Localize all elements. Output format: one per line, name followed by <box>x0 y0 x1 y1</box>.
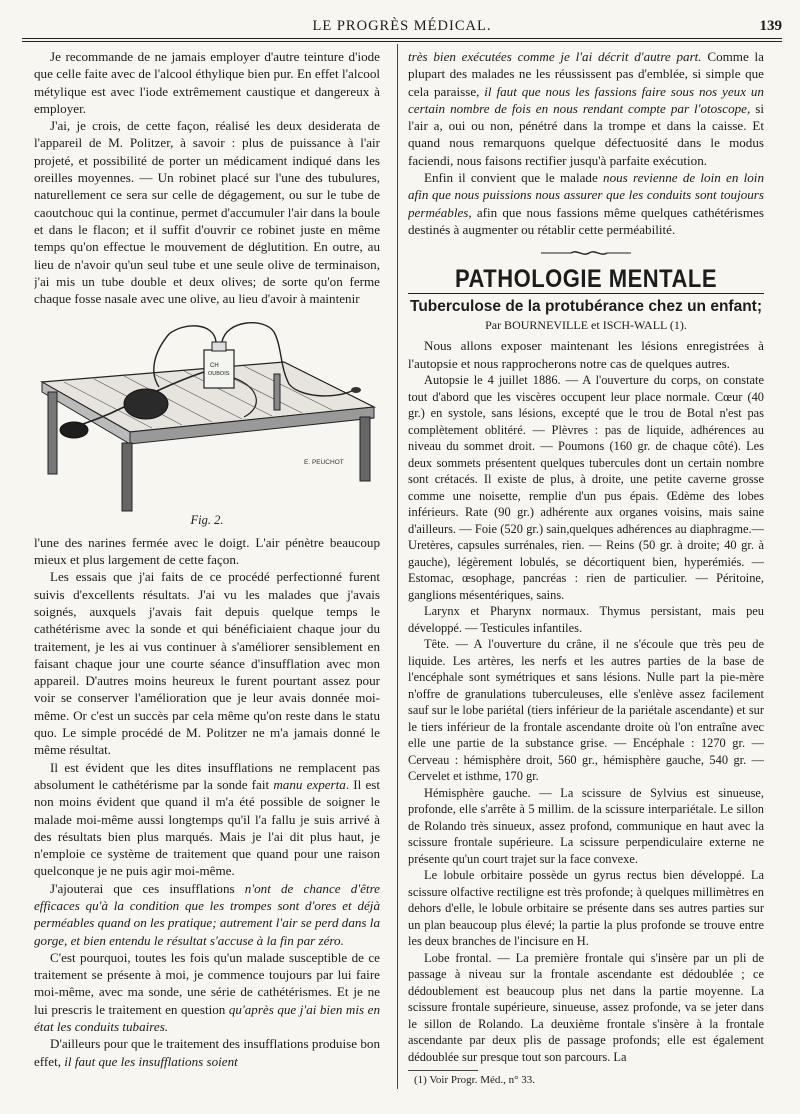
figure-politzer-apparatus <box>34 312 380 529</box>
left-column <box>34 48 380 1088</box>
section-rule <box>408 293 764 294</box>
paragraph: Hémisphère gauche. — La scissure de Sylvius est sinueuse, profonde, elle s'arrête à 5 millim. de la scissure interpariétale. Le sillon de Rolando très sinueux, assez profond, communique en haut avec la scissure frontale supérieure. La scissure perpendiculaire externe ne présente qu'un court trajet sur la face convexe. <box>408 785 764 866</box>
figure-caption: Fig. 2. <box>190 513 224 528</box>
article-title: Tuberculose de la protubérance chez un enfant; <box>410 297 762 315</box>
paragraph: Enfin il convient que le malade nous revienne de loin en loin afin que nous puissions nous assurer que les conduits sont toujours perméables, afin que nous fassions même quelques cathétérismes destinés à augmenter ou rétablir cette perméabilité. <box>408 170 764 237</box>
bottle-label-line1: CH <box>210 363 219 370</box>
paragraph: J'ai, je crois, de cette façon, réalisé les deux desiderata de l'appareil de M. Politzer, à savoir : plus de puissance à l'air projeté, et possibilité de porter un médicament indiqué dans les oreilles moyennes. — Un robinet placé sur l'une des tubulures, naturellement ce sera sur celle de dégagement, ou sur le tube de caoutchouc qui la continue, permet d'accumuler l'air dans la boule et dans le flacon; et il suffit d'ouvrir ce robinet juste en même temps qu'on effectue le mouvement de déglutition. En outre, au lieu de n'avoir qu'un seul tube et une seule olive de terminaison, j'ai mis un tube double et deux olives; de sorte qu'on ferme chaque fosse nasale avec une olive, au lieu d'avoir à maintenir <box>34 118 380 307</box>
header-rule <box>22 38 782 39</box>
paragraph: Je recommande de ne jamais employer d'autre teinture d'iode que celle faite avec de l'alcool éthylique bien pur. En effet l'alcool métylique est avec l'iode extrêmement caustique et dangereux à employer. <box>34 49 380 116</box>
byline: Par BOURNEVILLE et ISCH-WALL (1). <box>485 318 687 333</box>
right-column <box>408 48 764 1088</box>
paragraph: J'ajouterai que ces insufflations n'ont de chance d'être efficaces qu'à la condition que les trompes sont d'ores et déjà perméables quand on les pratique; autrement l'air se perd dans la gorge, et bien entendu le résultat s'accuse à la fin par zéro. <box>34 880 380 948</box>
paragraph: Lobe frontal. — La première frontale qui s'insère par un pli de passage à niveau sur la frontale ascendante est dédoublée ; ce dédoublement est beaucoup plus net dans la partie moyenne. La scissure frontale supérieure, sinueuse, assez profonde, va se jeter dans le sillon de Rolando. La deuxième frontale s'insère à la frontale ascendante par deux plis de passage profonds; elle est également dédoublée sur presque tout son parcours. La <box>408 950 764 1064</box>
paragraph: D'ailleurs pour que le traitement des insufflations produise bon effet, il faut que les insufflations soient <box>34 1036 380 1069</box>
paragraph: l'une des narines fermée avec le doigt. L'air pénètre beaucoup mieux et plus largement de cette façon. <box>34 534 380 568</box>
paragraph: Autopsie le 4 juillet 1886. — A l'ouverture du corps, on constate tout d'abord que les viscères occupent leur place normale. Cœur (40 gr.) en systole, sans lésions, excepté que le trou de Botal n'est pas complètement oblitéré. — Plèvres : pas de liquide, adhérences au niveau du sommet droit. — Poumons (160 gr. de chaque côté). Les deux sommets présentent quelques tubercules dont un certain nombre sont crétacés. Il existe de plus, à droite, une petite caverne grosse comme une noisette, remplie d'un pus épais. Œdème des lobes inférieurs. Rate (90 gr.) adhérente aux organes voisins, mais saine d'ailleurs. — Foie (520 gr.) sain,quelques adhérences au diaphragme.—Uretères, capsules surrénales, rien. — Reins (50 gr. à droite; 40 gr. à gauche), légèrement lobulés, se décortiquent bien, hyperémiés. — Estomac, œsophage, pancréas : rien de particulier. — Péritoine, ganglions mésentériques, sains. <box>408 373 764 602</box>
paragraph: très bien exécutées comme je l'ai décrit d'autre part. Comme la plupart des malades ne les réussissent pas d'emblée, si simple que cela paraisse, il faut que nous les fassions faire sous nos yeux un certain nombre de fois en nous rendant compte par l'otoscope, si l'air a, oui ou non, pénétré dans la trompe et dans la caisse. Et quand nous remarquons quelque défectuosité dans le modus faciendi, nous faisons rectifier jusqu'à parfaite exécution. <box>408 49 764 168</box>
paragraph: Larynx et Pharynx normaux. Thymus persistant, mais peu développé. — Testicules infantiles. <box>408 604 764 635</box>
page-number: 139 <box>759 18 782 34</box>
header-rule-thin <box>22 41 782 42</box>
paragraph: Le lobule orbitaire possède un gyrus rectus bien développé. La scissure olfactive rectiligne est très profonde; à quelques millimètres en dehors d'elle, le lobule orbitaire se présente dans ses autres parties sur un plan beaucoup plus élevé; la partie la plus profonde se trouve entre les deux branches de l'incisure en H. <box>408 868 764 949</box>
apparatus-engraving <box>34 312 380 512</box>
footnote-rule <box>408 1070 478 1071</box>
column-divider <box>397 44 398 1089</box>
page-header <box>22 18 782 40</box>
bottle-label-line2: OUBOIS <box>208 371 230 378</box>
paragraph: Les essais que j'ai faits de ce procédé perfectionné furent suivis d'excellents résultats. J'ai vu les malades que j'avais soignés, auxquels j'avais fait depuis quelque temps le cathétérisme avec la sonde et qui bénéficiaient chaque jour du traitement, je les ai vus continuer à s'améliorer sensiblement en faisant chaque jour une courte séance d'insufflation avec mon appareil. D'autres moins heureux le furent pourtant assez pour voir se conserver l'amélioration que je leur avais donnée moi-même. Or c'est un succès par cela même qu'on reste dans le statu quo. Le simple procédé de M. Politzer ne m'a jamais donné le même résultat. <box>34 569 380 758</box>
paragraph: C'est pourquoi, toutes les fois qu'un malade susceptible de ce traitement se présente à moi, je commence toujours par lui faire moi-même, avec ma sonde, une série de cathétérismes. Et je ne lui prescris le traitement en question qu'après que j'ai bien mis en état les conduits tubaires. <box>34 949 380 1035</box>
paragraph: Tête. — A l'ouverture du crâne, il ne s'écoule que très peu de liquide. Les artères, les nerfs et les autres parties de la base de l'encéphale sont symétriques et sans lésions. Nulle part la pie-mère n'offre de granulations tuberculeuses, elle s'enlève assez facilement sauf sur le lobe pariétal (tiers inférieur de la pariétale ascendante) et sur le tiers inférieur de la frontale ascendante droite où l'on entraîne avec elle une partie de la substance grise. — Encéphale : 1270 gr. — Cerveau : hémisphère droit, 560 gr., hémisphère gauche, 540 gr. — Cervelet et isthme, 170 gr. <box>408 637 764 784</box>
section-ornament <box>408 244 764 261</box>
footnote: (1) Voir Progr. Méd., n° 33. <box>414 1074 536 1087</box>
section-title: PATHOLOGIE MENTALE <box>455 263 717 293</box>
paragraph: Il est évident que les dites insufflations ne remplacent pas absolument le cathétérisme par la sonde fait manu experta. Il est non moins évident que quand il m'a été possible de soigner le malade moi-même aussi longtemps qu'il l'a fallu je suis arrivé à des résultats bien plus marqués. Mais je l'ai dit plus haut, je n'emploie ce système de traitement que quand pour une raison quelconque je ne puis agir moi-même. <box>34 759 380 879</box>
paragraph: Nous allons exposer maintenant les lésions enregistrées à l'autopsie et nous rapprocherons notre cas de quelques autres. <box>408 338 764 371</box>
journal-title: LE PROGRÈS MÉDICAL. <box>312 18 492 34</box>
engraver-signature: E. PEUCHOT <box>304 459 344 467</box>
